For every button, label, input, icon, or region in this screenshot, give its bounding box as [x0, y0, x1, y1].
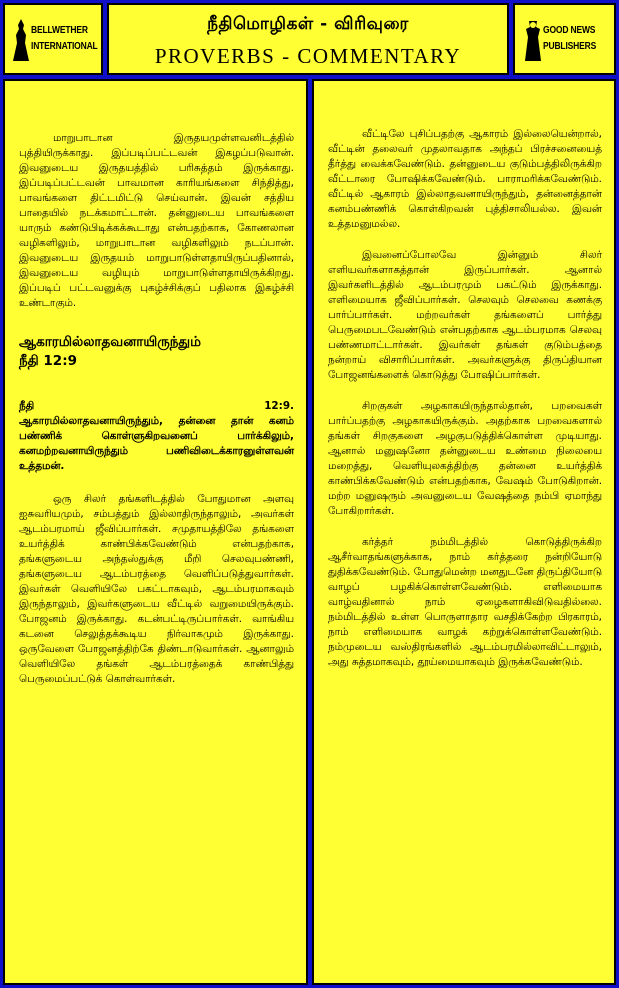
left-paragraph-2: ஒரு சிலர் தங்களிடத்தில் போதுமான அளவு ஐசுவரியமும், சம்பத்தும் இல்லாதிருந்தாலும், அவர்கள் ஆடம்பரமாய் ஜீவிப்பார்கள். சமுதாயத்திலே தங்களை உயர்த்திக் காண்பிக்கவேண்டும் என்பதற்காக, தங்களுடைய அந்தஸ்துக்கு மீறி செலவுபண்ணி, தங்களுடைய ஆடம்பரத்தை வெளிப்படுத்துவார்கள். இவர்கள் வெளியிலே பகட்டாகவும், ஆடம்பரமாகவும் இருந்தாலும், இவர்களுடைய வீட்டில் வறுமையிருக்கும். போஜனம் இருக்காது. கடன்பட்டிருப்பார்கள். வாங்கிய கடனை செலுத்தக்கூடிய நிர்வாகமும் இருக்காது. ஒருவேளை போஜனத்திற்கே திண்டாடுவார்கள். ஆனாலும் வெளியிலே தங்கள் ஆடம்பரத்தைக் காண்பித்து பெருமைப்பட்டுக் கொள்வார்கள். [19, 493, 294, 685]
section-heading-line2: நீதி 12:9 [19, 353, 77, 369]
logo-left [3, 3, 103, 75]
right-column [312, 79, 616, 985]
right-paragraph-1: வீட்டிலே புசிப்பதற்கு ஆகாரம் இல்லையென்றால், வீட்டின் தலைவர் முதலாவதாக அந்தப் பிரச்சனையைத் தீர்த்து வைக்கவேண்டும். தன்னுடைய குடும்பத்திலிருக்கிற வீட்டாரை போஷிக்கவேண்டும். பாராமரிக்கவேண்டும். வீட்டில் ஆகாரம் இல்லாதவனாயிருந்தும், தன்னைத்தான் கனம்பண்ணிக் கொள்கிறவன் புத்திசாலியல்ல. இவன் உத்தமனுமல்ல. [328, 128, 602, 230]
verse-reference [19, 399, 294, 414]
title-tamil: நீதிமொழிகள் - விரிவுரை [207, 14, 409, 34]
section-heading [19, 333, 294, 371]
bellwether-logo-icon [12, 19, 30, 63]
title-english: PROVERBS - COMMENTARY [154, 44, 462, 68]
left-column [3, 79, 308, 985]
right-paragraph-3: சிறகுகள் அழகாகயிருந்தால்தான், பறவைகள் பார்ப்பதற்கு அழகாகயிருக்கும். அதற்காக பறவைகளால் தங்கள் சிறகுகளை அழகுபடுத்திக்கொள்ள முடியாது. ஆனால் மனுஷனோ தன்னுடைய உண்மை நிலையை மறைத்து, வெளியுலகத்திற்கு தன்னை உயர்த்திக் காண்பிக்கவேண்டும் என்பதற்காக, வேஷம் போடுகிறான். மற்ற மனுஷரும் அவனுடைய வேஷத்தை நம்பி ஏமாந்து போகிறார்கள். [328, 400, 602, 517]
verse-text: ஆகாரமில்லாதவனாயிருந்தும், தன்னை தான் கனம் பண்ணிக் கொள்ளுகிறவனைப் பார்க்கிலும், கனமற்றவனாயிருந்தும் பணிவிடைக்காரனுள்ளவன் உத்தமன். [19, 415, 294, 472]
right-paragraph-4: கர்த்தர் நம்மிடத்தில் கொடுத்திருக்கிற ஆசீர்வாதங்களுக்காக, நாம் கர்த்தரை நன்றியோடு துதிக்கவேண்டும். போதுமென்ற மனதுடனே திருப்தியோடு வாழப் பழகிக்கொள்ளவேண்டும். எளிமையாக வாழ்வதினால் நாம் ஏழைகளாகிவிடுவதில்லை. நம்மிடத்தில் உள்ள பொருளாதார வசதிக்கேற்ற பிரகாரம், நாம் எளிமையாக வாழக் கற்றுக்கொள்ளவேண்டும். நம்முடைய வஸ்திரங்களில் ஆடம்பரமில்லாவிட்டாலும், அது சுத்தமாகவும், தூய்மையாகவும் இருக்கவேண்டும். [328, 536, 602, 668]
section-heading-line1: ஆகாரமில்லாதவனாயிருந்தும் [19, 334, 201, 350]
verse-ref-number: 12:9. [264, 400, 294, 412]
verse-block [19, 399, 294, 474]
header-title-box [107, 3, 509, 75]
logo-right [513, 3, 616, 75]
left-paragraph-1: மாறுபாடான இருதயமுள்ளவனிடத்தில் புத்தியிருக்காது. இப்படிப்பட்டவன் இகழப்படுவான். இவனுடைய இருதயத்தில் பரிசுத்தம் இருக்காது. இப்படிப்பட்டவன் பாவமான காரியங்களை சிந்தித்து, பாவங்களை திட்டமிட்டு செய்வான். இவன் சத்திய பாதையில் நடக்கமாட்டான். தன்னுடைய பாவங்களை யாரும் கண்டுபிடிக்கக்கூடாது என்பதற்காக, கோணலான வழிகளிலும், மாறுபாடான வழிகளிலும் நடப்பான். இவனுடைய இருதயம் மாறுபாடுள்ளதாயிருப்பதினால், இவனுடைய வழியும் மாறுபாடுள்ளதாயிருக்கிறது. இப்படிப் பட்டவனுக்கு புகழ்ச்சிக்குப் பதிலாக இகழ்ச்சி உண்டாகும். [19, 132, 294, 309]
good-news-logo-icon [523, 19, 543, 63]
logo-right-line1: GOOD NEWS [543, 25, 596, 36]
logo-left-line1: BELLWETHER [31, 25, 88, 36]
verse-ref-book: நீதி [19, 400, 35, 412]
logo-right-line2: PUBLISHERS [543, 41, 597, 52]
right-paragraph-2: இவனைப்போலவே இன்னும் சிலர் எளியவர்களாகத்தான் இருப்பார்கள். ஆனால் இவர்களிடத்தில் ஆடம்பரமும் பகட்டும் இருக்காது. எளிமையாக ஜீவிப்பார்கள். செலவும் செலவை கணக்கு பார்ப்பார்கள். மற்றவர்கள் தங்களைப் பார்த்து பெருமைபடவேண்டும் என்பதற்காக ஆடம்பரமாக செலவு பண்ணமாட்டார்கள். இவர்கள் தங்கள் குடும்பத்தை நன்றாய் விசாரிப்பார்கள். அவர்களுக்கு திருப்தியான போஜனங்களைக் கொடுத்து போஷிப்பார்கள். [328, 249, 602, 381]
logo-left-line2: INTERNATIONAL [31, 41, 98, 52]
